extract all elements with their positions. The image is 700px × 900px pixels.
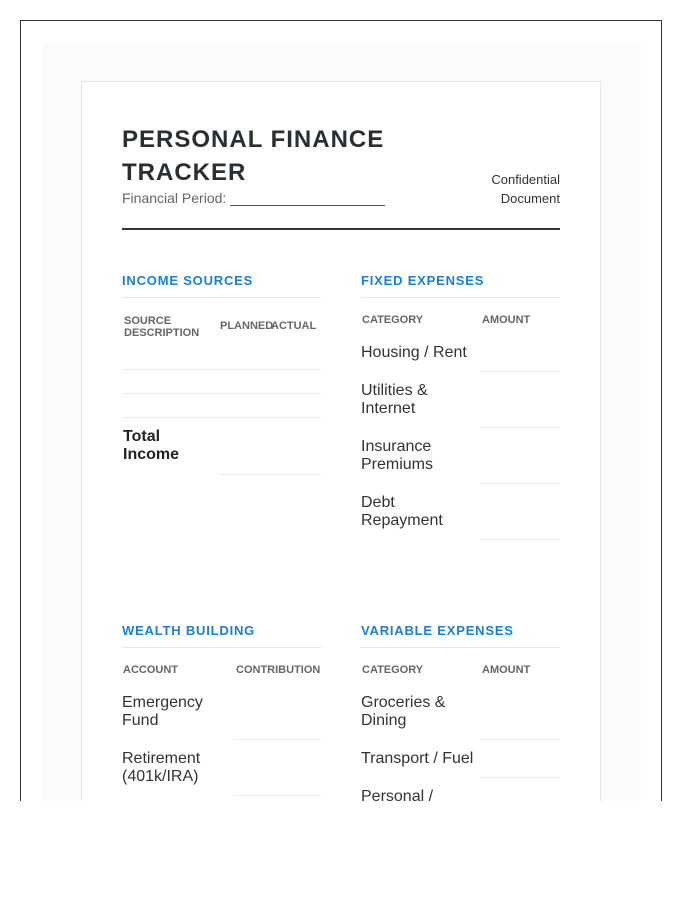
col-amount: AMOUNT: [482, 664, 531, 676]
wealth-row-label: Emergency Fund: [122, 694, 203, 729]
total-income-label: [123, 428, 179, 464]
col-planned: PLANNED: [220, 320, 274, 332]
contribution-cell[interactable]: [234, 739, 321, 740]
section-divider: [361, 297, 560, 298]
fixed-row-label: Housing / Rent: [361, 344, 467, 361]
amount-cell[interactable]: [480, 777, 560, 778]
table-row[interactable]: [122, 393, 321, 394]
period-label: Financial Period:: [122, 190, 227, 206]
section-title-variable: VARIABLE EXPENSES: [361, 623, 514, 638]
total-text: Total: [123, 428, 161, 445]
title-line: PERSONAL FINANCE: [122, 126, 385, 153]
section-divider: [122, 647, 321, 648]
confidential-note: [491, 170, 560, 208]
variable-row-label: Personal /: [361, 788, 434, 801]
page-title: [122, 123, 384, 189]
variable-row-label: Transport / Fuel: [361, 750, 474, 767]
col-contribution: CONTRIBUTION: [236, 664, 321, 676]
amount-cell[interactable]: [480, 539, 560, 540]
fixed-row-label: Insurance Premiums: [361, 438, 434, 473]
amount-cell[interactable]: [480, 371, 560, 372]
amount-cell[interactable]: [480, 483, 560, 484]
col-category: CATEGORY: [362, 314, 424, 326]
fixed-row-label: Utilities & Internet: [361, 382, 428, 417]
section-divider: [122, 297, 321, 298]
confidential-line: Document: [500, 191, 560, 206]
header-divider: [122, 228, 560, 230]
period-field[interactable]: [230, 192, 385, 206]
section-title-wealth: WEALTH BUILDING: [122, 623, 256, 638]
title-line: TRACKER: [122, 159, 247, 186]
header-text: SOURCE: [124, 315, 172, 327]
document-content: [20, 20, 662, 801]
amount-cell[interactable]: [480, 739, 560, 740]
col-amount: AMOUNT: [482, 314, 531, 326]
financial-period: [122, 190, 385, 206]
total-text: Income: [123, 446, 180, 463]
col-category: CATEGORY: [362, 664, 424, 676]
confidential-line: Confidential: [491, 172, 560, 187]
variable-row-label: Groceries & Dining: [361, 694, 446, 729]
header-text: DESCRIPTION: [124, 327, 200, 339]
amount-cell[interactable]: [480, 427, 560, 428]
col-source-description: [124, 315, 199, 339]
col-account: ACCOUNT: [123, 664, 178, 676]
wealth-row-label: Retirement (401k/IRA): [122, 750, 201, 785]
col-actual: ACTUAL: [271, 320, 317, 332]
fixed-row-label: Debt Repayment: [361, 494, 443, 529]
table-row[interactable]: [122, 417, 321, 418]
total-income-cell[interactable]: [219, 474, 321, 475]
table-row[interactable]: [122, 369, 321, 370]
section-divider: [361, 647, 560, 648]
section-title-income: INCOME SOURCES: [122, 273, 254, 288]
contribution-cell[interactable]: [234, 795, 321, 796]
section-title-fixed: FIXED EXPENSES: [361, 273, 485, 288]
